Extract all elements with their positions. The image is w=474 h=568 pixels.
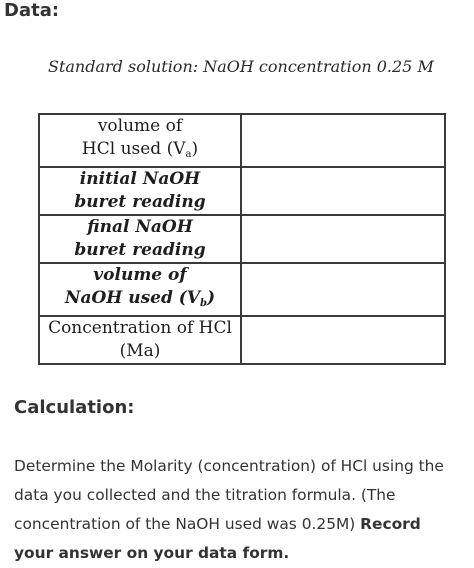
label-line2: buret reading xyxy=(74,192,206,212)
label-volume-hcl xyxy=(39,114,241,167)
value-final-naoh[interactable] xyxy=(241,215,445,263)
label-line1: volume of xyxy=(93,265,187,285)
table-row xyxy=(39,167,445,215)
value-initial-naoh[interactable] xyxy=(241,167,445,215)
value-volume-naoh[interactable] xyxy=(241,263,445,316)
instructions-text: Determine the Molarity (concentration) of HCl using the data you collected and the titration formula. (The concentration of the NaOH used was 0.25M) xyxy=(14,457,444,533)
label-line2: NaOH used $(V_b)$ xyxy=(64,288,216,309)
label-concentration-hcl xyxy=(39,316,241,364)
value-concentration-hcl[interactable] xyxy=(241,316,445,364)
table-row xyxy=(39,263,445,316)
label-final-naoh xyxy=(39,215,241,263)
label-line1: final NaOH xyxy=(87,217,193,237)
data-heading: Data: xyxy=(4,0,60,21)
table-row xyxy=(39,114,445,167)
label-line2: HCl used $(V_a)$ xyxy=(81,139,199,160)
label-line2: (Ma) xyxy=(119,341,161,361)
label-initial-naoh xyxy=(39,167,241,215)
instructions-paragraph xyxy=(14,452,464,568)
label-line1: volume of xyxy=(97,116,183,136)
label-line1: Concentration of HCl xyxy=(48,318,232,338)
label-line2: buret reading xyxy=(74,240,206,260)
value-volume-hcl[interactable] xyxy=(241,114,445,167)
label-line1: initial NaOH xyxy=(79,169,201,189)
label-volume-naoh xyxy=(39,263,241,316)
calculation-heading: Calculation: xyxy=(14,397,135,418)
table-row xyxy=(39,215,445,263)
table-row xyxy=(39,316,445,364)
standard-solution-label: Standard solution: NaOH concentration 0.25 M xyxy=(48,57,434,76)
instructions-emphasis: Record your answer on your data form. xyxy=(14,515,421,562)
data-table xyxy=(38,113,446,365)
